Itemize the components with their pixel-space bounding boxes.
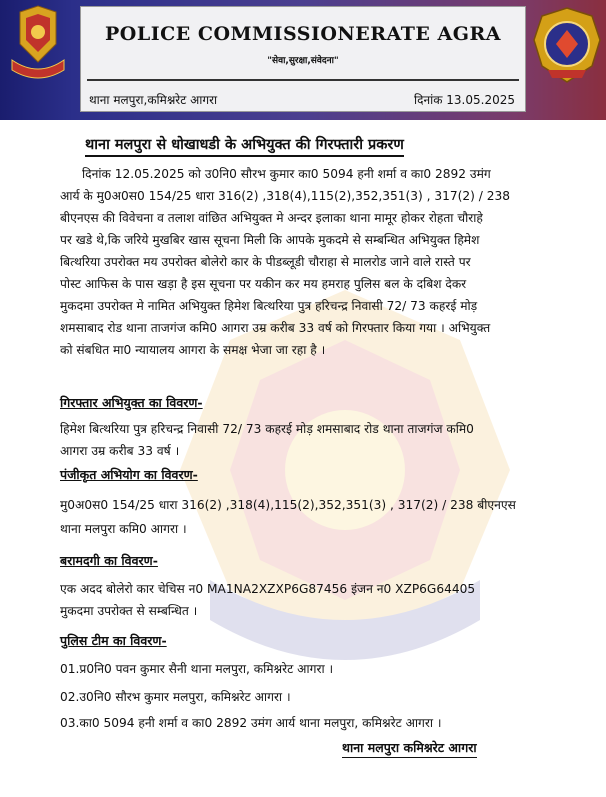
para-line: दिनांक 12.05.2025 को उ0नि0 सौरभ कुमार का0 5094 हनी शर्मा व का0 2892 उमंग bbox=[82, 167, 491, 181]
case-heading: पंजीकृत अभियोग का विवरण- bbox=[60, 467, 198, 482]
motto: "सेवा,सुरक्षा,संवेदना" bbox=[267, 56, 339, 66]
team-member: 01.प्र0नि0 पवन कुमार सैनी थाना मलपुरा, कमिश्नरेट आगरा । bbox=[60, 662, 334, 676]
para-line: मुकदमा उपरोक्त मे नामित अभियुक्त हिमेश बित्थरिया पुत्र हरिचन्द्र निवासी 72/ 73 कहरई मोड़ bbox=[60, 299, 478, 313]
header-divider bbox=[87, 79, 519, 81]
case-line: मु0अ0स0 154/25 धारा 316(2) ,318(4),115(2),352,351(3) , 317(2) / 238 बीएनएस bbox=[60, 498, 516, 512]
para-line: बित्थरिया उपरोक्त मय उपरोक्त बोलेरो कार के पीडब्लूडी चौराहा से मालरोड जाने वाले रास्ते पर bbox=[60, 255, 471, 269]
release-date: दिनांक 13.05.2025 bbox=[414, 93, 515, 107]
team-member: 03.का0 5094 हनी शर्मा व का0 2892 उमंग आर्य थाना मलपुरा, कमिश्नरेट आगरा । bbox=[60, 716, 442, 730]
agra-police-badge-icon bbox=[530, 6, 604, 86]
team-heading: पुलिस टीम का विवरण- bbox=[60, 633, 167, 648]
recovery-heading: बरामदगी का विवरण- bbox=[60, 553, 158, 568]
arrest-line: आगरा उम्र करीब 33 वर्ष । bbox=[60, 444, 180, 458]
page-title: POLICE COMMISSIONERATE AGRA bbox=[105, 23, 501, 45]
para-line: शमसाबाद रोड थाना ताजगंज कमि0 आगरा उम्र करीब 33 वर्ष को गिरफ्तार किया गया । अभियुक्त bbox=[60, 321, 491, 335]
station-name: थाना मलपुरा,कमिश्नरेट आगरा bbox=[89, 93, 218, 107]
signature-block: थाना मलपुरा कमिश्नरेट आगरा bbox=[342, 739, 477, 758]
para-line: बीएनएस की विवेचना व तलाश वांछित अभियुक्त मे अन्दर इलाका थाना मामूर होकर रोहता चौराहे bbox=[60, 211, 483, 225]
arrest-heading: गिरफ्तार अभियुक्त का विवरण- bbox=[60, 395, 203, 410]
recovery-line: एक अदद बोलेरो कार चेचिस न0 MA1NA2XZXP6G87456 इंजन न0 XZP6G64405 bbox=[60, 582, 476, 596]
up-police-emblem-icon bbox=[6, 4, 70, 86]
header-box bbox=[80, 6, 526, 112]
team-member: 02.उ0नि0 सौरभ कुमार मलपुरा, कमिश्नरेट आगरा । bbox=[60, 690, 291, 704]
document-heading: थाना मलपुरा से धोखाधडी के अभियुक्त की गिरफ्तारी प्रकरण bbox=[85, 134, 404, 157]
para-line: आर्य के मु0अ0स0 154/25 धारा 316(2) ,318(4),115(2),352,351(3) , 317(2) / 238 bbox=[60, 189, 511, 203]
case-line: थाना मलपुरा कमि0 आगरा । bbox=[60, 522, 187, 536]
recovery-line: मुकदमा उपरोक्त से सम्बन्धित । bbox=[60, 604, 198, 618]
arrest-line: हिमेश बित्थरिया पुत्र हरिचन्द्र निवासी 72/ 73 कहरई मोड़ शमसाबाद रोड थाना ताजगंज कमि0 bbox=[60, 422, 474, 436]
para-line: को संबधित मा0 न्यायालय आगरा के समक्ष भेजा जा रहा है । bbox=[60, 343, 326, 357]
para-line: पोस्ट आफिस के पास खड़ा है इस सूचना पर यकीन कर मय हमराह पुलिस बल के दबिश देकर bbox=[60, 277, 467, 291]
para-line: पर खडे थे,कि जरिये मुखबिर खास सूचना मिली कि आपके मुकदमे से सम्बन्धित अभियुक्त हिमेश bbox=[60, 233, 480, 247]
